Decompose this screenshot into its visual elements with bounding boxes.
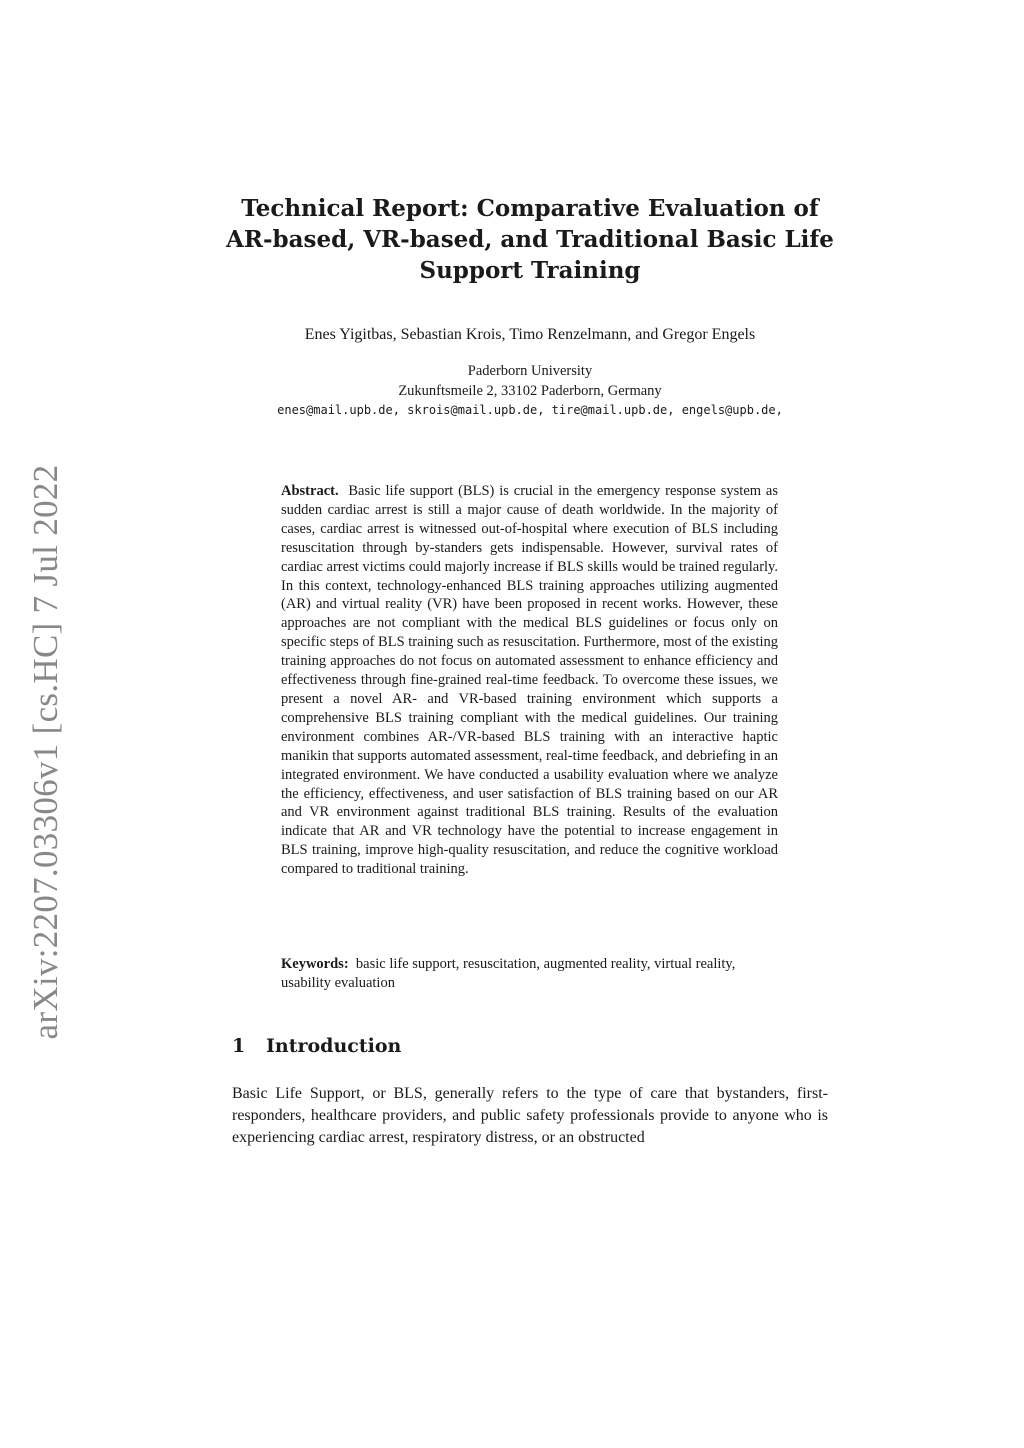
arxiv-side-stamp: [20, 462, 72, 1042]
arxiv-identifier: arXiv:2207.03306v1 [cs.HC] 7 Jul 2022: [26, 464, 65, 1040]
title-line: Support Training: [419, 257, 641, 284]
section-title: Introduction: [266, 1035, 402, 1057]
introduction-paragraph: Basic Life Support, or BLS, generally refers to the type of care that bystanders, first-responders, healthcare providers, and public safety professionals provide to anyone who is experiencing cardiac arrest, respiratory distress, or an obstructed: [232, 1085, 828, 1146]
title-line: Technical Report: Comparative Evaluation of: [241, 195, 819, 222]
section-heading: [232, 1033, 401, 1059]
author-list: Enes Yigitbas, Sebastian Krois, Timo Renzelmann, and Gregor Engels: [304, 326, 756, 343]
institution: Paderborn University: [467, 363, 593, 379]
keywords: [281, 955, 778, 993]
keywords-text: basic life support, resuscitation, augmented reality, virtual reality, usability evaluation: [281, 956, 736, 991]
abstract-label: Abstract.: [281, 483, 339, 499]
section-number: 1: [232, 1035, 246, 1057]
keywords-label: Keywords:: [281, 956, 349, 972]
author-emails: enes@mail.upb.de, skrois@mail.upb.de, tire@mail.upb.de, engels@upb.de,: [277, 403, 783, 417]
abstract: [281, 482, 778, 879]
abstract-text: Basic life support (BLS) is crucial in the emergency response system as sudden cardiac arrest is still a major cause of death worldwide. In the majority of cases, cardiac arrest is witnessed out-of-hospital where execution of BLS including resuscitation through by-standers gets indispensable. However, survival rates of cardiac arrest victims could majorly increase if BLS skills would be trained regularly. In this context, technology-enhanced BLS training approaches utilizing augmented (AR) and virtual reality (VR) have been proposed in recent works. However, these approaches are not compliant with the medical BLS guidelines or focus only on specific steps of BLS training such as resuscitation. Furthermore, most of the existing training approaches do not focus on automated assessment to enhance efficiency and effectiveness through fine-grained real-time feedback. To overcome these issues, we present a novel AR- and VR-based training environment which supports a comprehensive BLS training compliant with the medical guidelines. Our training environment combines AR-/VR-based BLS training with an interactive haptic manikin that supports automated assessment, real-time feedback, and debriefing in an integrated environment. We have conducted a usability evaluation where we analyze the efficiency, effectiveness, and user satisfaction of BLS training based on our AR and VR environment against traditional BLS training. Results of the evaluation indicate that AR and VR technology have the potential to increase engagement in BLS training, improve high-quality resuscitation, and reduce the cognitive workload compared to traditional training.: [281, 483, 778, 878]
title-line: AR-based, VR-based, and Traditional Basic Life: [226, 226, 834, 253]
paper-title: [200, 193, 860, 286]
affiliation: [200, 362, 860, 401]
address: Zukunftsmeile 2, 33102 Paderborn, Germany: [398, 382, 662, 399]
